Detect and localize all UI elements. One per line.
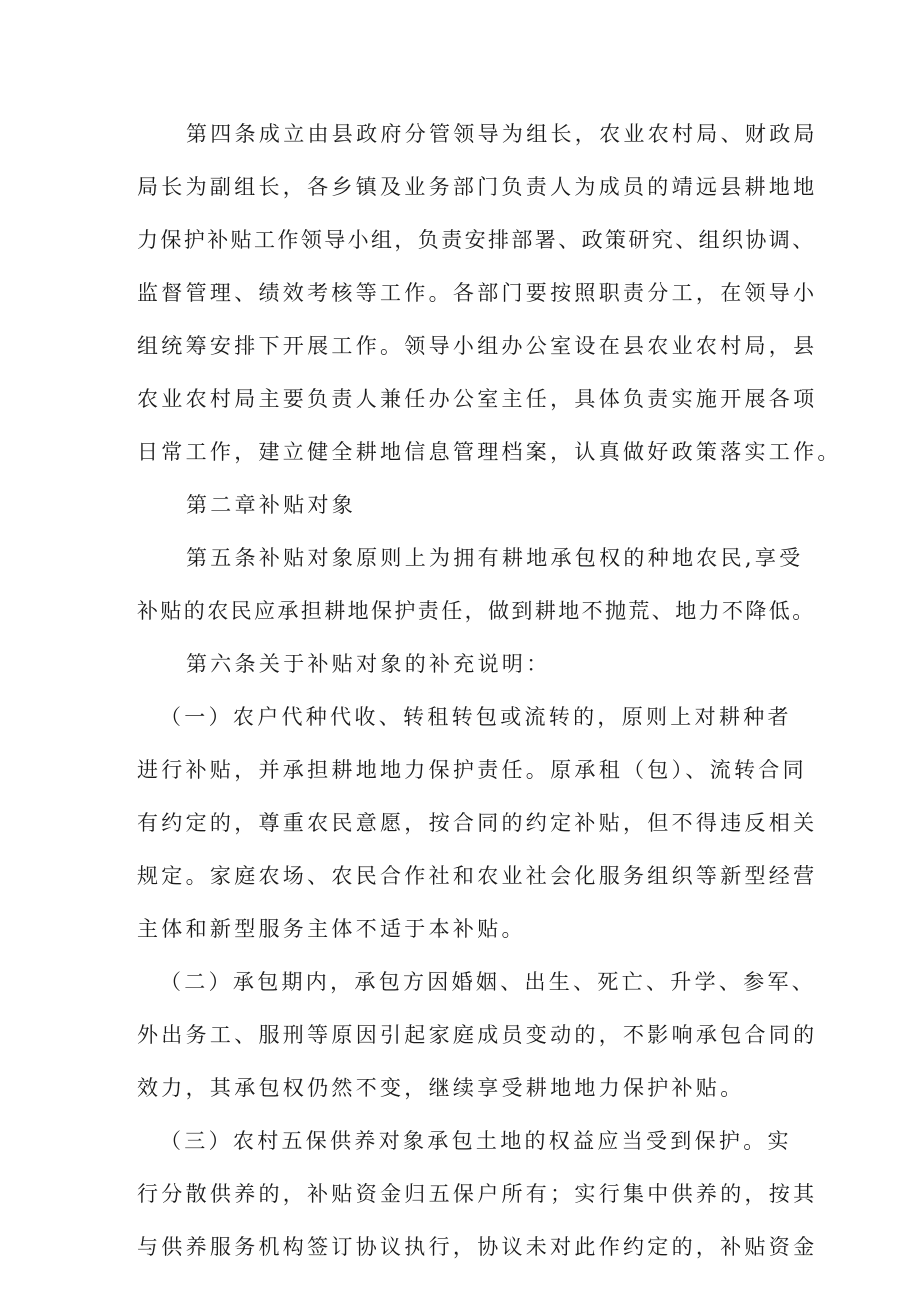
- text-line: [0, 220, 920, 260]
- paragraph-text: 日常工作，建立健全耕地信息管理档案，认真做好政策落实工作。: [137, 440, 842, 464]
- text-line: [0, 326, 920, 366]
- text-line: [0, 1068, 920, 1108]
- paragraph-text: 力保护补贴工作领导小组，负责安排部署、政策研究、组织协调、: [137, 228, 816, 252]
- paragraph-text: 局长为副组长，各乡镇及业务部门负责人为成员的靖远县耕地地: [137, 175, 818, 199]
- text-line: [0, 167, 920, 207]
- text-line: [0, 1174, 920, 1214]
- paragraph-text: 效力，其承包权仍然不变，继续享受耕地地力保护补贴。: [137, 1076, 745, 1100]
- paragraph-text: 行分散供养的，补贴资金归五保户所有；实行集中供养的，按其: [137, 1182, 818, 1206]
- text-line: [0, 962, 920, 1002]
- text-line: [0, 1227, 920, 1267]
- text-line: [0, 803, 920, 843]
- text-line: [0, 644, 920, 684]
- text-line: [0, 856, 920, 896]
- paragraph-text: 外出务工、服刑等原因引起家庭成员变动的，不影响承包合同的: [137, 1023, 818, 1047]
- paragraph-text: 主体和新型服务主体不适于本补贴。: [137, 917, 526, 941]
- paragraph-text: 农业农村局主要负责人兼任办公室主任，具体负责实施开展各项: [137, 387, 818, 411]
- paragraph-text: （三）农村五保供养对象承包土地的权益应当受到保护。实: [160, 1129, 792, 1153]
- paragraph-text: 监督管理、绩效考核等工作。各部门要按照职责分工，在领导小: [137, 281, 818, 305]
- text-line: [0, 1121, 920, 1161]
- paragraph-text: 规定。家庭农场、农民合作社和农业社会化服务组织等新型经营: [137, 864, 818, 888]
- paragraph-text: （二）承包期内，承包方因婚姻、出生、死亡、升学、参军、: [160, 970, 817, 994]
- paragraph-text: 第五条补贴对象原则上为拥有耕地承包权的种地农民,享受: [186, 546, 804, 570]
- text-line: [0, 591, 920, 631]
- paragraph-text: 第六条关于补贴对象的补充说明：: [186, 652, 551, 676]
- text-line: [0, 485, 920, 525]
- paragraph-text: 有约定的，尊重农民意愿，按合同的约定补贴，但不得违反相关: [137, 811, 818, 835]
- text-line: [0, 697, 920, 737]
- text-line: [0, 909, 920, 949]
- paragraph-text: 组统筹安排下开展工作。领导小组办公室设在县农业农村局，县: [137, 334, 818, 358]
- paragraph-text: （一）农户代种代收、转租转包或流转的，原则上对耕种者: [160, 705, 792, 729]
- text-line: [0, 1015, 920, 1055]
- text-line: [0, 750, 920, 790]
- text-line: [0, 538, 920, 578]
- chapter-heading: 第二章补贴对象: [186, 493, 357, 517]
- paragraph-text: 进行补贴，并承担耕地地力保护责任。原承租（包）、流转合同: [137, 758, 807, 782]
- paragraph-text: 第四条成立由县政府分管领导为组长，农业农村局、财政局: [186, 122, 818, 146]
- text-line: [0, 273, 920, 313]
- paragraph-text: 与供养服务机构签订协议执行，协议未对此作约定的，补贴资金: [137, 1235, 818, 1259]
- paragraph-text: 补贴的农民应承担耕地保护责任，做到耕地不抛荒、地力不降低。: [137, 599, 816, 623]
- text-line: [0, 432, 920, 472]
- text-line: [0, 114, 920, 154]
